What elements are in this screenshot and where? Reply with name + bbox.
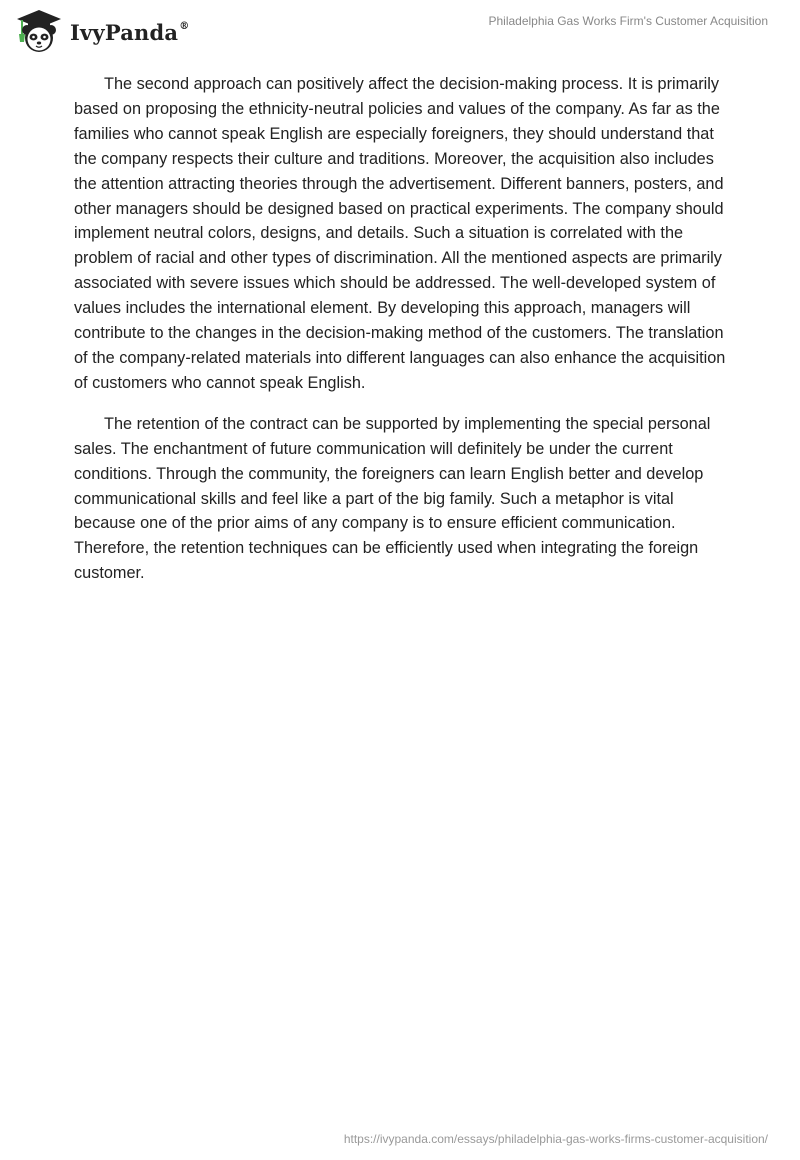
- brand-name: [70, 20, 189, 45]
- brand-logo[interactable]: [14, 8, 189, 54]
- essay-body: [74, 72, 730, 602]
- panda-graduate-icon: [14, 8, 64, 54]
- page-header: [0, 0, 800, 60]
- paragraph: The second approach can positively affect the decision-making process. It is primarily based on proposing the ethnicity-neutral policies and values of the company. As far as the families who cannot speak English are especially foreigners, they should understand that the company respects their culture and traditions. Moreover, the acquisition also includes the attention attracting theories through the advertisement. Different banners, posters, and other managers should be designed based on practical experiments. The company should implement neutral colors, designs, and details. Such a situation is correlated with the problem of racial and other types of discrimination. All the mentioned aspects are primarily associated with severe issues which should be addressed. The well-developed system of values includes the international element. By developing this approach, managers will contribute to the changes in the decision-making method of the customers. The translation of the company-related materials into different languages can also enhance the acquisition of customers who cannot speak English.: [74, 75, 726, 392]
- source-url[interactable]: https://ivypanda.com/essays/philadelphia-gas-works-firms-customer-acquisition/: [343, 1132, 768, 1146]
- registered-mark: ®: [179, 20, 190, 32]
- brand-name-text: IvyPanda: [70, 19, 179, 45]
- paragraph: The retention of the contract can be supported by implementing the special personal sales. The enchantment of future communication will definitely be under the current conditions. Through the community, the foreigners can learn English better and develop communicational skills and feel like a part of the big family. Such a metaphor is vital because one of the prior aims of any company is to ensure efficient communication. Therefore, the retention techniques can be efficiently used when integrating the foreign customer.: [74, 414, 711, 583]
- document-title: Philadelphia Gas Works Firm's Customer Acquisition: [488, 14, 768, 28]
